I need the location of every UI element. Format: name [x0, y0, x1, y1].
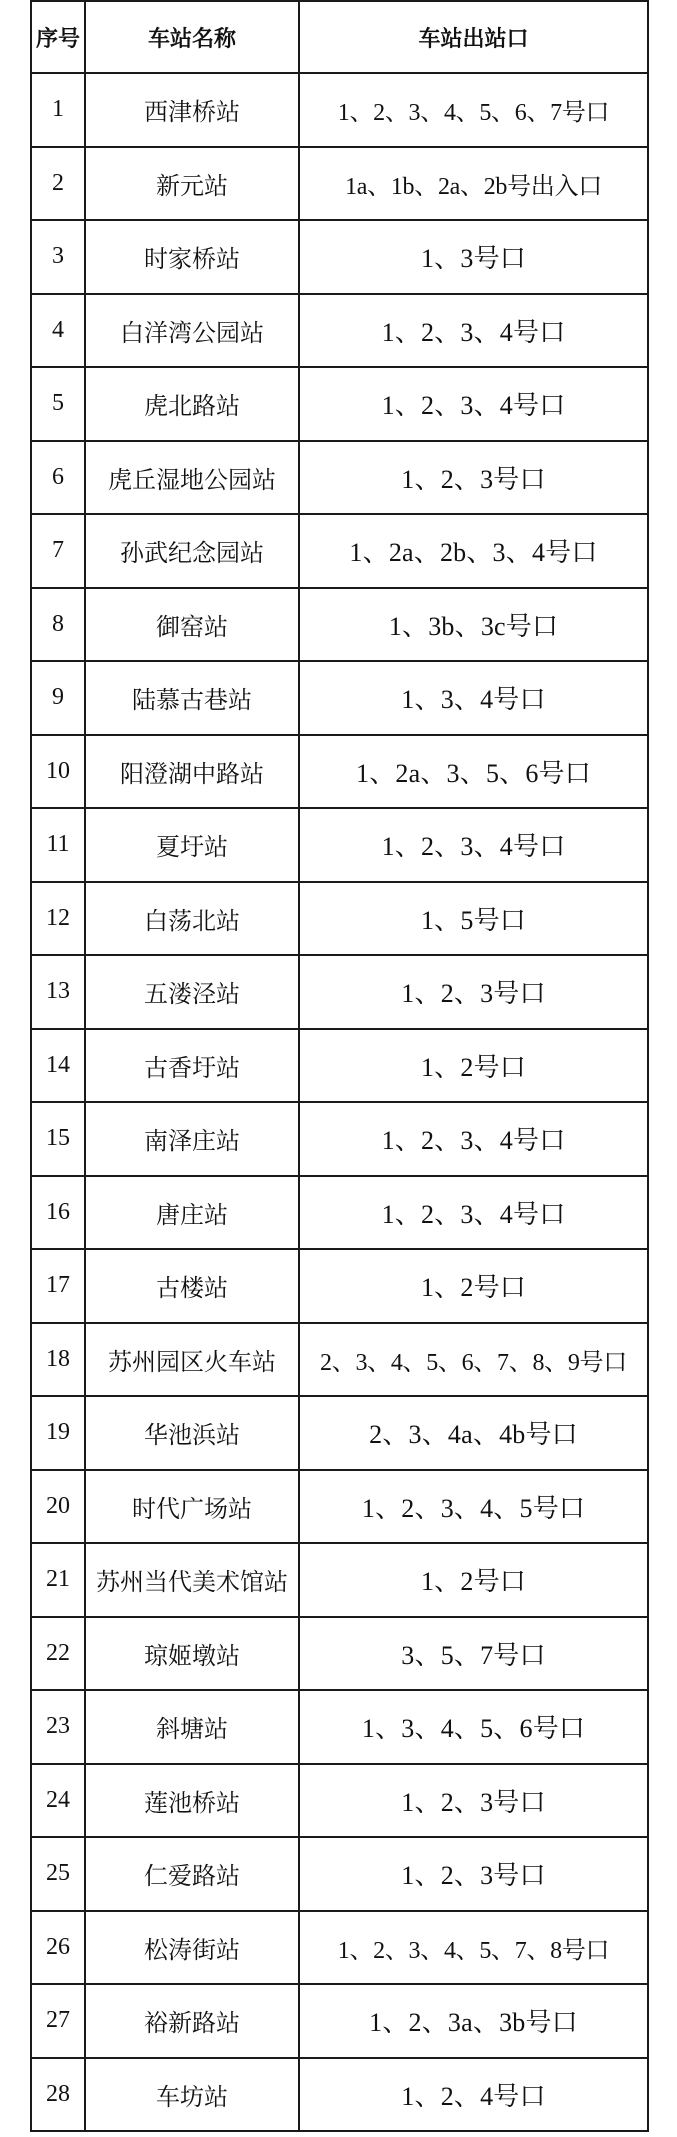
- table-row: [31, 1543, 648, 1617]
- row-index-cell: 27: [31, 1984, 85, 2058]
- station-exit-table-container: [30, 0, 647, 2132]
- station-name-cell: 裕新路站: [85, 1984, 299, 2058]
- station-name-cell: 阳澄湖中路站: [85, 735, 299, 809]
- row-index-cell: 5: [31, 367, 85, 441]
- station-exits-cell: 1、3、4、5、6号口: [299, 1690, 648, 1764]
- station-exits-cell: 1、5号口: [299, 882, 648, 956]
- station-exits-cell: 1、2、3a、3b号口: [299, 1984, 648, 2058]
- header-index: 序号: [31, 1, 85, 73]
- station-exits-cell: 1、2、3号口: [299, 441, 648, 515]
- station-exits-cell: 1a、1b、2a、2b号出入口: [299, 147, 648, 221]
- station-exits-cell: 1、3号口: [299, 220, 648, 294]
- table-row: [31, 1102, 648, 1176]
- station-name-cell: 仁爱路站: [85, 1837, 299, 1911]
- row-index-cell: 22: [31, 1617, 85, 1691]
- table-row: [31, 2058, 648, 2132]
- station-exits-cell: 1、2、3号口: [299, 1837, 648, 1911]
- station-exits-cell: 3、5、7号口: [299, 1617, 648, 1691]
- table-row: [31, 1323, 648, 1397]
- table-row: [31, 1617, 648, 1691]
- station-name-cell: 古香圩站: [85, 1029, 299, 1103]
- row-index-cell: 4: [31, 294, 85, 368]
- table-row: [31, 1690, 648, 1764]
- row-index-cell: 20: [31, 1470, 85, 1544]
- table-body: [31, 73, 648, 2131]
- station-exits-cell: 1、2a、2b、3、4号口: [299, 514, 648, 588]
- row-index-cell: 15: [31, 1102, 85, 1176]
- table-row: [31, 1470, 648, 1544]
- row-index-cell: 18: [31, 1323, 85, 1397]
- station-name-cell: 陆慕古巷站: [85, 661, 299, 735]
- table-row: [31, 441, 648, 515]
- row-index-cell: 26: [31, 1911, 85, 1985]
- table-row: [31, 1911, 648, 1985]
- table-row: [31, 514, 648, 588]
- station-name-cell: 白荡北站: [85, 882, 299, 956]
- row-index-cell: 2: [31, 147, 85, 221]
- table-row: [31, 955, 648, 1029]
- station-name-cell: 孙武纪念园站: [85, 514, 299, 588]
- station-exits-cell: 1、2、3、4、5号口: [299, 1470, 648, 1544]
- station-name-cell: 莲池桥站: [85, 1764, 299, 1838]
- row-index-cell: 13: [31, 955, 85, 1029]
- row-index-cell: 1: [31, 73, 85, 147]
- station-exits-cell: 1、2、3、4号口: [299, 367, 648, 441]
- table-row: [31, 294, 648, 368]
- station-exits-cell: 1、2、3号口: [299, 1764, 648, 1838]
- station-exits-cell: 1、2、3、4号口: [299, 1102, 648, 1176]
- table-row: [31, 1984, 648, 2058]
- table-row: [31, 220, 648, 294]
- station-name-cell: 时家桥站: [85, 220, 299, 294]
- station-name-cell: 苏州园区火车站: [85, 1323, 299, 1397]
- row-index-cell: 19: [31, 1396, 85, 1470]
- table-row: [31, 1764, 648, 1838]
- row-index-cell: 12: [31, 882, 85, 956]
- header-row: [31, 1, 648, 73]
- station-exits-cell: 1、2号口: [299, 1249, 648, 1323]
- station-name-cell: 时代广场站: [85, 1470, 299, 1544]
- table-row: [31, 1249, 648, 1323]
- table-header: [31, 1, 648, 73]
- row-index-cell: 7: [31, 514, 85, 588]
- table-row: [31, 1029, 648, 1103]
- station-name-cell: 琼姬墩站: [85, 1617, 299, 1691]
- row-index-cell: 8: [31, 588, 85, 662]
- table-row: [31, 367, 648, 441]
- header-station-exits: 车站出站口: [299, 1, 648, 73]
- row-index-cell: 24: [31, 1764, 85, 1838]
- station-name-cell: 斜塘站: [85, 1690, 299, 1764]
- station-name-cell: 夏圩站: [85, 808, 299, 882]
- table-row: [31, 808, 648, 882]
- row-index-cell: 21: [31, 1543, 85, 1617]
- station-exits-cell: 2、3、4、5、6、7、8、9号口: [299, 1323, 648, 1397]
- station-name-cell: 古楼站: [85, 1249, 299, 1323]
- header-station-name: 车站名称: [85, 1, 299, 73]
- station-name-cell: 苏州当代美术馆站: [85, 1543, 299, 1617]
- station-name-cell: 西津桥站: [85, 73, 299, 147]
- table-row: [31, 588, 648, 662]
- row-index-cell: 16: [31, 1176, 85, 1250]
- row-index-cell: 25: [31, 1837, 85, 1911]
- row-index-cell: 28: [31, 2058, 85, 2132]
- table-row: [31, 1837, 648, 1911]
- table-row: [31, 882, 648, 956]
- station-name-cell: 唐庄站: [85, 1176, 299, 1250]
- table-row: [31, 735, 648, 809]
- station-exits-cell: 2、3、4a、4b号口: [299, 1396, 648, 1470]
- station-exit-table: [30, 0, 649, 2132]
- station-exits-cell: 1、2、3、4号口: [299, 1176, 648, 1250]
- row-index-cell: 3: [31, 220, 85, 294]
- station-exits-cell: 1、2号口: [299, 1543, 648, 1617]
- station-exits-cell: 1、2a、3、5、6号口: [299, 735, 648, 809]
- table-row: [31, 73, 648, 147]
- station-exits-cell: 1、2、3、4、5、6、7号口: [299, 73, 648, 147]
- station-exits-cell: 1、3b、3c号口: [299, 588, 648, 662]
- row-index-cell: 14: [31, 1029, 85, 1103]
- station-name-cell: 南泽庄站: [85, 1102, 299, 1176]
- table-row: [31, 147, 648, 221]
- station-exits-cell: 1、2、3、4号口: [299, 808, 648, 882]
- station-name-cell: 五溇泾站: [85, 955, 299, 1029]
- station-name-cell: 松涛街站: [85, 1911, 299, 1985]
- row-index-cell: 10: [31, 735, 85, 809]
- row-index-cell: 23: [31, 1690, 85, 1764]
- table-row: [31, 1396, 648, 1470]
- row-index-cell: 17: [31, 1249, 85, 1323]
- station-name-cell: 御窑站: [85, 588, 299, 662]
- station-name-cell: 新元站: [85, 147, 299, 221]
- row-index-cell: 9: [31, 661, 85, 735]
- station-exits-cell: 1、2、3、4、5、7、8号口: [299, 1911, 648, 1985]
- station-exits-cell: 1、2号口: [299, 1029, 648, 1103]
- station-name-cell: 虎丘湿地公园站: [85, 441, 299, 515]
- station-exits-cell: 1、3、4号口: [299, 661, 648, 735]
- row-index-cell: 11: [31, 808, 85, 882]
- row-index-cell: 6: [31, 441, 85, 515]
- station-name-cell: 华池浜站: [85, 1396, 299, 1470]
- table-row: [31, 661, 648, 735]
- station-exits-cell: 1、2、3号口: [299, 955, 648, 1029]
- station-name-cell: 虎北路站: [85, 367, 299, 441]
- station-exits-cell: 1、2、4号口: [299, 2058, 648, 2132]
- table-row: [31, 1176, 648, 1250]
- station-exits-cell: 1、2、3、4号口: [299, 294, 648, 368]
- station-name-cell: 车坊站: [85, 2058, 299, 2132]
- station-name-cell: 白洋湾公园站: [85, 294, 299, 368]
